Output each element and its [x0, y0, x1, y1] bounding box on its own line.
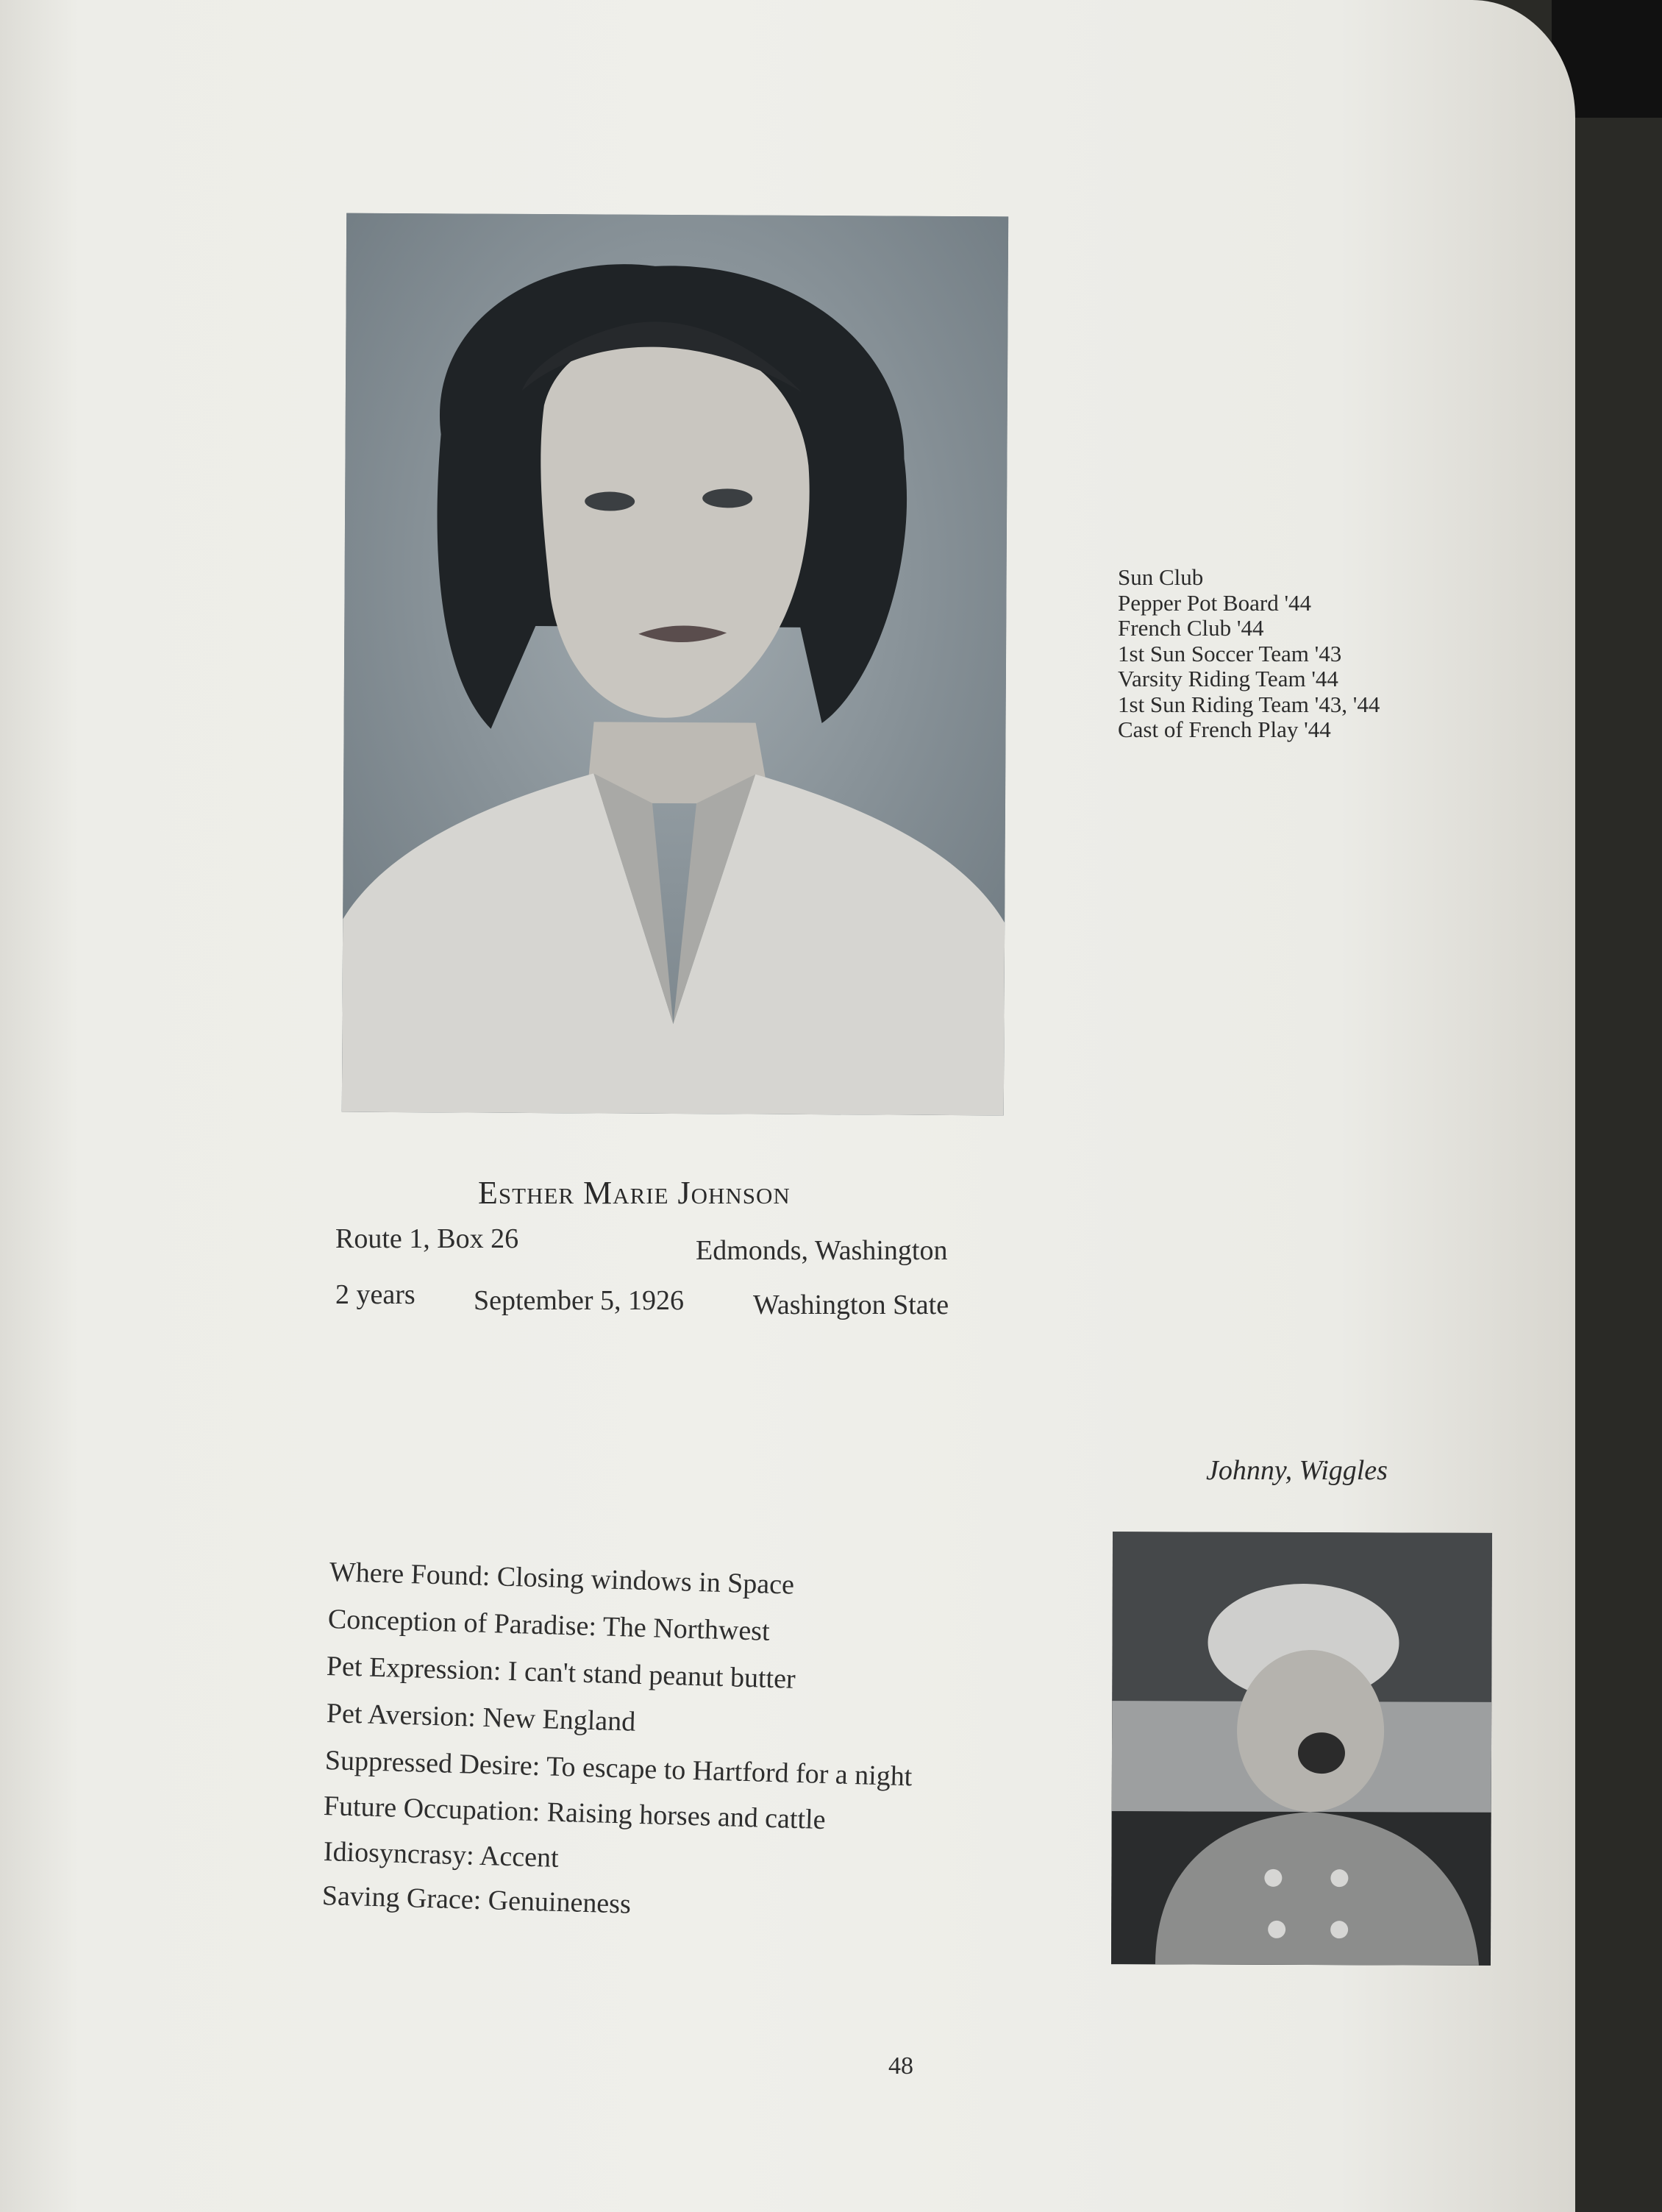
student-name: Esther Marie Johnson	[478, 1175, 791, 1211]
student-home-state: Washington State	[753, 1290, 949, 1320]
student-address: Route 1, Box 26	[335, 1223, 519, 1254]
fact-pet-aversion: Pet Aversion: New England	[326, 1698, 636, 1738]
activity-item: 1st Sun Soccer Team '43	[1118, 640, 1342, 666]
activities-list	[1118, 565, 1500, 743]
nicknames: Johnny, Wiggles	[1206, 1455, 1388, 1486]
fact-suppressed-desire: Suppressed Desire: To escape to Hartford for a night	[324, 1745, 913, 1793]
student-portrait-photo	[342, 213, 1008, 1116]
page-number: 48	[888, 2052, 913, 2080]
activity-item: Sun Club	[1118, 564, 1204, 590]
fact-conception-of-paradise: Conception of Paradise: The Northwest	[327, 1604, 771, 1647]
fact-saving-grace: Saving Grace: Genuineness	[321, 1880, 632, 1920]
fact-where-found: Where Found: Closing windows in Space	[329, 1557, 795, 1601]
student-city: Edmonds, Washington	[696, 1235, 948, 1266]
fact-pet-expression: Pet Expression: I can't stand peanut butter	[326, 1651, 796, 1695]
activity-item: Varsity Riding Team '44	[1118, 666, 1338, 691]
activity-item: Cast of French Play '44	[1118, 716, 1331, 742]
activity-item: French Club '44	[1118, 615, 1264, 641]
fact-idiosyncrasy: Idiosyncrasy: Accent	[323, 1836, 560, 1874]
fact-future-occupation: Future Occupation: Raising horses and cattle	[323, 1790, 827, 1836]
student-years: 2 years	[335, 1279, 416, 1310]
student-birthdate: September 5, 1926	[474, 1285, 685, 1316]
activity-item: Pepper Pot Board '44	[1118, 589, 1312, 616]
activity-item: 1st Sun Riding Team '43, '44	[1118, 691, 1380, 717]
baby-photo	[1111, 1532, 1492, 1966]
